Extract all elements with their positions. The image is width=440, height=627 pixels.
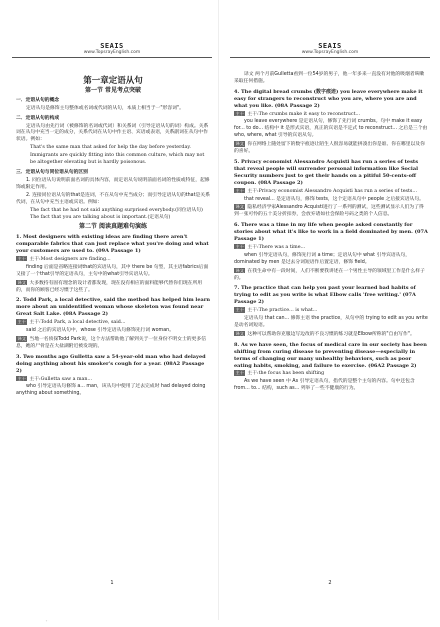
question: 2. Todd Park, a local detective, said the method has helped him learn more about an unidentified woman whose skeleton was found near Great Salt Lake. (08A Passage 2) [16,297,211,318]
trunk-text: 主干:There was a time... [247,244,306,250]
page-right [224,0,436,620]
trunk-text: 主干:the focus has been shifting [247,371,325,377]
site-url: www.TopsrayEnglish.com [301,50,359,55]
page-content [224,68,436,393]
question: 6. There was a time in my life when people asked constantly for stories about what it's like to work in a field dominated by men. (07A Passage 1) [234,222,428,243]
chapter-title: 第一章定语从句 [83,76,143,86]
logo: SEAIS [318,42,342,50]
trunk-tag: 主干 [235,187,244,193]
analysis: 定语从句 that can... 修饰主语 the practice，从句中的 trying to edit as you write 是动名词短语。 [234,316,428,328]
analysis: finding 后面是省略连接词that的宾语从句，其中 there be 句型，其主语fabrics后面又接了一个that引导的定语从句，主句中的what引导宾语从句。 [16,264,209,277]
question: 1. Most designers with existing ideas are finding there aren't comparable fabrics that can just replace what you're doing and what your customers are used to. (09A Passage 1) [16,234,209,255]
question: 4. The digital bread crumbs (数字痕迹) you leave everywhere make it easy for strangers to reconstruct who you are, where you are and what you like. (08A Passage 2) [234,88,423,109]
translation-tag: 译文 [235,330,244,336]
trunk-tag: 主干 [235,243,244,249]
translation-line [234,331,428,339]
header-divider [12,57,212,58]
trunk-line [234,370,428,378]
page-fold [218,0,219,620]
section-title: 第二节 阅读真题难句演练 [78,223,148,231]
translation-line [16,280,210,295]
trunk-text: 主干:Privacy economist Alessandro Acquisti has run a series of tests... [247,188,417,194]
trunk-line [234,188,428,196]
analysis: you leave everywhere 是定语从句，修饰了先行词 crumbs。句中 make it easy for... to do... 结构中 it 是形式宾语，真正的宾语是不定式 to reconstruct... 之后是三个由 who, where, what 引导的宾语从句。 [234,119,428,139]
trunk-text: 主干:Most designers are finding... [29,256,111,262]
trunk-text: 主干:The practice... is what... [247,308,318,314]
question: 8. As we have seen, the focus of medical care in our society has been shifting from curing disease to preventing disease—especially in terms of changing our many unhealthy behaviors, such as poor eating habits, smoking, and failure to exercise. (06A2 Passage 2) [234,341,427,369]
trunk-line [234,307,428,315]
question: 5. Privacy economist Alessandro Acquisti has run a series of tests that reveal people will surrender personal information like Social Security numbers just to get their hands on a pitiful 50-cents-off coupon. (08A Passage 2) [234,158,419,186]
translation-text: 隐私经济学家Alessandro Acquisti进行了一系列的测试，这些测试显示人们为了得到一张可怜的五十美分折扣券，会放弃诸如社会保险号码之类的个人信息。 [234,205,424,218]
translation-text: 当地一名侦探Todd Park说，这个方法帮助他了解到关于一位身份不明女士的更多信息，她的尸骨是在大盐湖附近被发现的。 [16,337,206,349]
trunk-tag: 主干 [17,319,26,325]
paragraph: 定语从句是修饰主句整体或名词或代词的从句，本质上相当于一"形容词"。 [26,105,184,111]
trunk-line [16,319,210,327]
trunk-text: 主干:Todd Park, a local detective, said... [29,320,126,326]
example-sentence: The fact that he had not said anything surprised everybody.(同位语从句) [30,207,203,213]
translation-line [16,336,210,351]
page-left [6,0,218,620]
trunk-tag: 主干 [17,375,26,381]
translation-tag: 译文 [17,279,26,285]
subheading: 一．定语从句的概念 [16,97,60,103]
trunk-tag: 主干 [235,370,244,376]
analysis: that reveal... 是定语从句，修饰 tests，这个定语从句中 people 之后接宾语从句。 [244,196,424,202]
question: 3. Two months ago Gulletta saw a 54-year-old man who had delayed doing anything about his smoker's cough for a year. (08A2 Passage 2) [16,353,206,374]
paragraph: 2. 连接同位语从句的that是连词，不在从句中充当成分；而引导定语从句的that是关系代词，在从句中充当主语或宾语。例如： [16,192,210,205]
page-header [224,42,436,68]
translation-line [234,141,428,156]
translation-tag: 译文 [17,336,26,341]
example-sentence: That's the same man that asked for help the day before yesterday. [30,145,191,151]
translation-tag: 译文 [235,204,244,210]
translation-line [234,204,428,219]
analysis: who 引导定语从句修饰 a... man，该从句中使用了过去完成时 had delayed doing anything about something。 [16,384,206,397]
translation-text: 在我生命中有一段时间，人们不断要我讲述在一个男性主导的领域里工作是什么样子的。 [234,268,425,281]
translation-text: 这种可以帮助你克服边写边改的不良习惯的练习就是Elbow所称的"自由写作"。 [247,331,415,337]
translation-text: 大多数持有固有理念的设计者都发现，现在没有相应的面料能够代替你们现在所用的，而你的顾客已经习惯于这些了。 [16,280,203,293]
analysis: when 引导定语从句，修饰先行词 a time；定语从句中 what 引导宾语从句，dominated by men 是过去分词短语作后置定语，修饰 field。 [234,252,411,265]
example-sentence: Immigrants are quickly fitting into this common culture, which may not be altogether elevating but is hardly poisonous. [30,153,205,166]
logo: SEAIS [100,42,124,50]
paragraph: 1. 同位语从句说明前面名词的具体内容，而定语从句说明前面名词的性质或特征，起修饰或限定作用。 [16,177,210,190]
translation-tag: 译文 [235,141,244,147]
example-sentence: The fact that you are talking about is important.(定语从句) [30,215,171,221]
trunk-text: 主干:Gulletta saw a man... [29,376,93,382]
trunk-line [16,376,210,384]
analysis: As we have seen 中 As 引导定语从句，指代的是整个主句的内容。句中还包含 from... to... 结构，such as... 列举了一些不健康的行为。 [234,379,415,392]
trunk-tag: 主干 [17,255,26,261]
translation-text: 你在网络上随处留下的数字痕迹让陌生人很容易就能拼凑出你是谁、你在哪里以及你的喜好。 [234,142,425,155]
subheading: 二．定语从句的构成 [16,115,60,121]
trunk-tag: 主干 [235,110,244,116]
trunk-tag: 主干 [235,307,244,313]
subheading: 三．定语从句与同位语从句的区别 [16,169,88,175]
section-title: 第一节 常见考点突破 [84,86,142,94]
page-content [6,68,218,398]
question: 7. The practice that can help you past your learned bad habits of trying to edit as you write is what Elbow calls 'free writing.' (07A Passage 2) [234,285,416,306]
paragraph: 定语从句由先行词（被修饰的名词或代词）和关系词（引导定语从句的词）构成。关系词在从句中充当一定的成分，关系代词在从句中作主语、宾语或表语，关系副词在从句中作状语。例如： [16,123,209,143]
trunk-line [16,256,210,264]
trunk-line [234,111,428,119]
translation-text: 译文 两个月前Gulletta看到一位54岁的男子，他一年多来一直没有对他的吸烟者咳嗽采取任何措施。 [234,72,425,84]
page-header [6,42,218,68]
page-number: 2 [328,580,332,586]
translation-line [234,268,428,283]
trunk-text: 主干:The crumbs make it easy to reconstruct... [247,111,361,117]
site-url: www.TopsrayEnglish.com [83,50,141,55]
page-number: 1 [110,580,114,586]
analysis: said 之后的宾语从句中，whose 引导定语从句修饰先行词 woman。 [26,328,174,334]
header-divider [230,57,430,58]
translation-tag: 译文 [235,267,244,273]
trunk-line [234,244,428,252]
